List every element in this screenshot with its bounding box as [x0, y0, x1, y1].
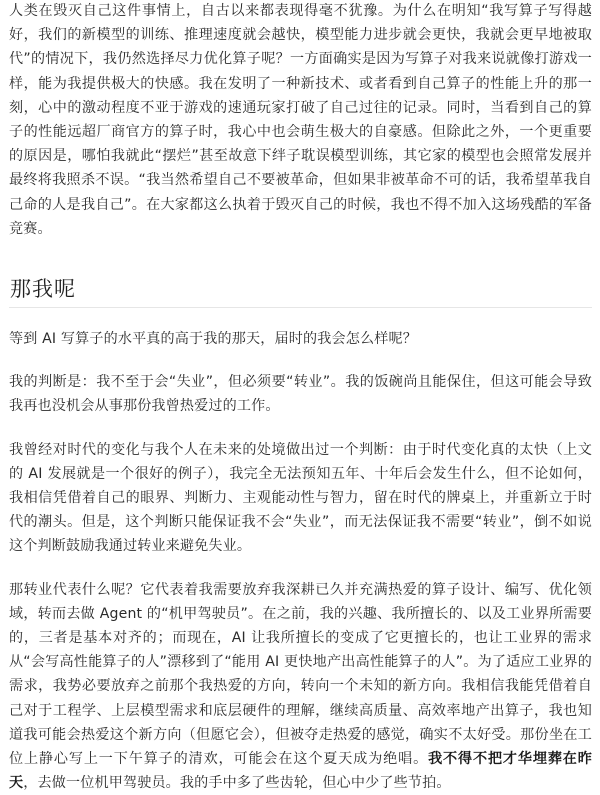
- transfer-paragraph-ending: ，去做一位机甲驾驶员。我的手中多了些齿轮，但心中少了些节拍。: [23, 775, 451, 792]
- transfer-paragraph-bold-text: 我不得不把才华埋葬在昨天: [9, 751, 592, 792]
- intro-paragraph: 人类在毁灭自己这件事情上，自古以来都表现得毫不犹豫。为什么在明知“我写算子写得越好，我们的新模型的训练、推理速度就会越快，模型能力进步就会更快，我就会更早地被取代”的情况下，我仍然选择尽力优化算子呢？一方面确实是因为写算子对我来说就像打游戏一样，能为我提供极大的快感。我在发明了一种新技术、或者看到自己算子的性能上升的那一刻，心中的激动程度不亚于游戏的速通玩家打破了自己过往的记录。同时，当看到自己的算子的性能远超厂商官方的算子时，我心中也会萌生极大的自豪感。但除此之外，一个更重要的原因是，哪怕我就此“摆烂”甚至故意下绊子耽误模型训练，其它家的模型也会照常发展并最终将我照杀不误。“我当然希望自己不要被革命，但如果非被革命不可的话，我希望革我自己命的人是我自己”。在大家都这么执着于毁灭自己的时候，我也不得不加入这场残酷的军备竞赛。: [9, 3, 592, 237]
- judgement-paragraph: 我的判断是：我不至于会“失业”，但必须要“转业”。我的饭碗尚且能保住，但这可能会导致我再也没机会从事那份我曾热爱过的工作。: [9, 374, 592, 415]
- section-heading: 那我呢: [10, 277, 76, 302]
- transfer-paragraph: [9, 578, 592, 795]
- era-paragraph: 我曾经对时代的变化与我个人在未来的处境做出过一个判断：由于时代变化真的太快（上文的 AI 发展就是一个很好的例子），我完全无法预知五年、十年后会发生什么，但不论如何，我相信凭借着自己的眼界、判断力、主观能动性与智力，留在时代的牌桌上，并重新立于时代的潮头。但是，这个判断只能保证我不会“失业”，而无法保证我不需要“转业”，倒不如说这个判断鼓励我通过转业来避免失业。: [9, 441, 592, 555]
- question-paragraph: 等到 AI 写算子的水平真的高于我的那天，届时的我会怎么样呢？: [9, 331, 417, 348]
- transfer-paragraph-text: 那转业代表什么呢？它代表着我需要放弃我深耕已久并充满热爱的算子设计、编写、优化领域，转而去做 Agent 的“机甲驾驶员”。在之前，我的兴趣、我所擅长的、以及工业界所需要的，三者是基本对齐的；而现在，AI 让我所擅长的变成了它更擅长的，也让工业界的需求从“会写高性能算子的人”漂移到了“能用 AI 更快地产出高性能算子的人”。为了适应工业界的需求，我势必要放弃之前那个我热爱的方向，转向一个未知的新方向。我相信我能凭借着自己对于工程学、上层模型需求和底层硬件的理解，继续高质量、高效率地产出算子，我也知道我可能会热爱这个新方向（但愿它会），但被夺走热爱的感觉，确实不太好受。那份坐在工位上静心写上一下午算子的清欢，可能会在这个夏天成为绝唱。: [9, 581, 592, 768]
- heading-divider: [9, 307, 592, 308]
